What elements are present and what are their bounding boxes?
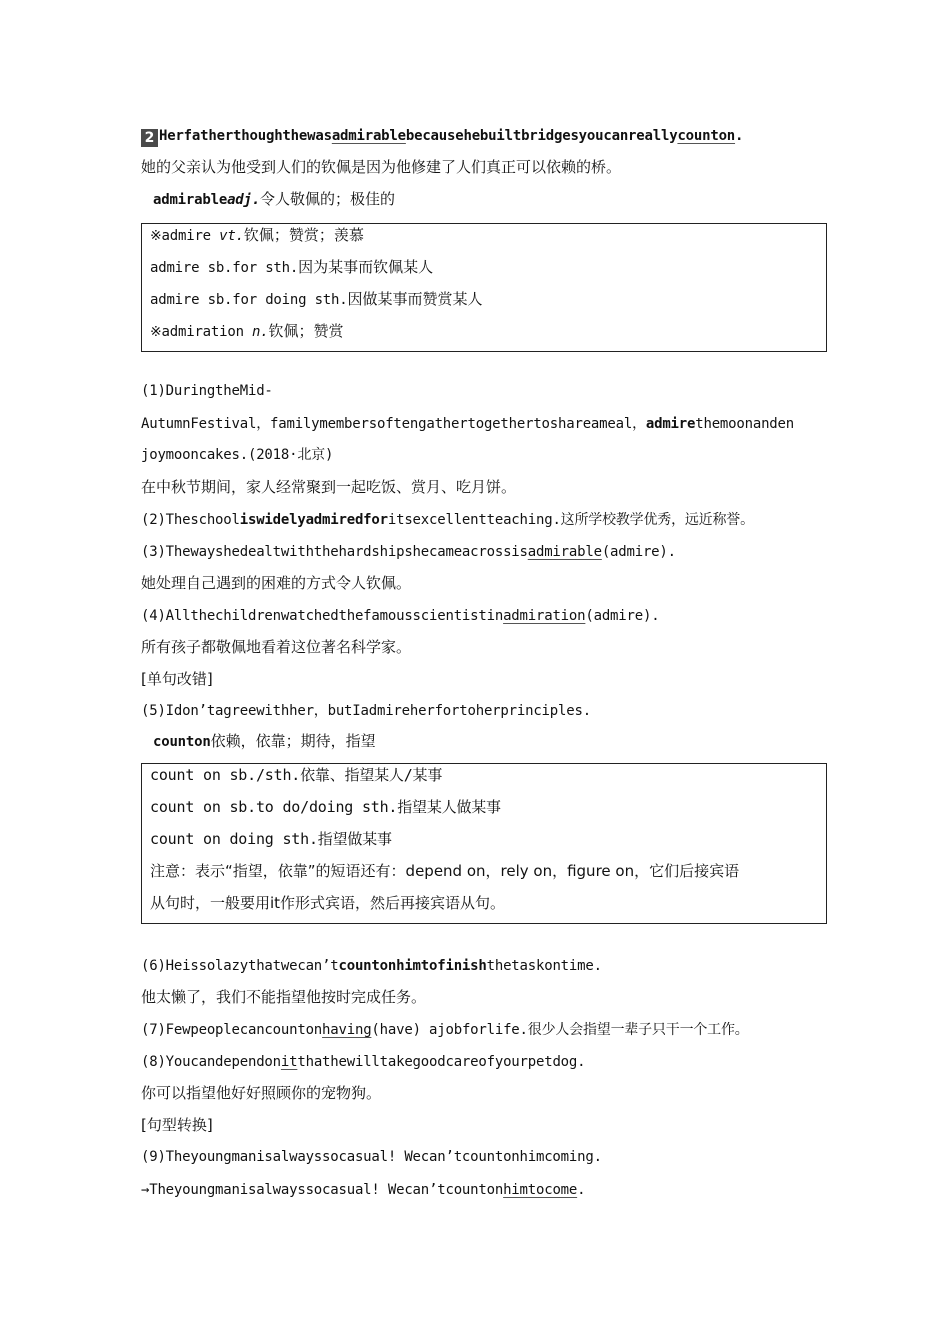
example-6: (6)Heissolazythatwecan’tcountonhimtofinishthetaskontime. xyxy=(141,958,602,974)
example-9: (9)Theyoungmanisalwayssocasual! Wecan’tcountonhimcoming. xyxy=(141,1149,602,1165)
usage-row: count on doing sth.指望做某事 xyxy=(150,830,392,848)
example-4-translation: 所有孩子都敬佩地看着这位著名科学家。 xyxy=(141,638,412,656)
usage-row: count on sb.to do/doing sth.指望某人做某事 xyxy=(150,798,501,816)
example-2: (2)Theschooliswidelyadmiredforitsexcellentteaching.这所学校教学优秀，远近称誉。 xyxy=(141,512,754,528)
example-8: (8)Youcandependonitthathewilltakegoodcareofyourpetdog. xyxy=(141,1054,586,1070)
vocab-heading-counton xyxy=(153,730,376,753)
example-3: (3)Thewayshedealtwiththehardshipshecameacrossisadmirable(admire). xyxy=(141,544,676,560)
example-1-line-b: AutumnFestival，familymembersoftengathertogethertoshareameal，admirethemoonanden xyxy=(141,416,794,432)
answer-blank: having xyxy=(322,1022,372,1038)
answer-blank: himtocome xyxy=(503,1182,578,1198)
usage-row: ※admire vt.钦佩；赞赏；羡慕 xyxy=(150,226,364,244)
section-heading-sentence-transform: [句型转换] xyxy=(141,1116,213,1134)
vocab-word: admirable xyxy=(153,192,228,208)
usage-box-admire xyxy=(141,223,827,352)
answer-blank: it xyxy=(280,1054,298,1070)
vocab-heading-admirable xyxy=(153,188,395,211)
answer-blank: admirable xyxy=(527,544,602,560)
example-1-line-c: joymooncakes.(2018·北京) xyxy=(141,447,334,463)
usage-row: ※admiration n.钦佩；赞赏 xyxy=(150,322,344,340)
example-1-line-a: (1)DuringtheMid- xyxy=(141,383,273,399)
example-4: (4)Allthechildrenwatchedthefamousscientistinadmiration(admire). xyxy=(141,608,660,624)
example-7: (7)Fewpeoplecancountonhaving(have) ajobforlife.很少人会指望一辈子只干一个工作。 xyxy=(141,1022,749,1038)
usage-row: admire sb.for sth.因为某事而钦佩某人 xyxy=(150,258,434,276)
key-sentence-translation: 她的父亲认为他受到人们的钦佩是因为他修建了人们真正可以依赖的桥。 xyxy=(141,158,622,176)
usage-note-cont: 从句时，一般要用it作形式宾语，然后再接宾语从句。 xyxy=(150,894,506,912)
example-1-translation: 在中秋节期间，家人经常聚到一起吃饭、赏月、吃月饼。 xyxy=(141,478,517,496)
key-sentence-text: Herfatherthoughthewasadmirablebecausehebuiltbridgesyoucanreallycounton. xyxy=(159,128,744,144)
item-number-badge: 2 xyxy=(141,129,158,147)
example-5: (5)Idon’tagreewithher，butIadmireherfortoherprinciples. xyxy=(141,703,591,719)
usage-note: 注意：表示“指望，依靠”的短语还有：depend on，rely on，figure on，它们后接宾语 xyxy=(150,862,740,880)
section-heading-error-correction: [单句改错] xyxy=(141,670,213,688)
vocab-word: counton xyxy=(153,734,211,750)
example-9-transformed: →Theyoungmanisalwayssocasual! Wecan’tcountonhimtocome. xyxy=(141,1182,586,1198)
key-sentence xyxy=(141,124,743,147)
example-6-translation: 他太懒了，我们不能指望他按时完成任务。 xyxy=(141,988,427,1006)
vocab-pos: adj. xyxy=(227,192,260,208)
example-8-translation: 你可以指望他好好照顾你的宠物狗。 xyxy=(141,1084,382,1102)
example-3-translation: 她处理自己遇到的困难的方式令人钦佩。 xyxy=(141,574,412,592)
usage-box-counton xyxy=(141,763,827,924)
usage-row: count on sb./sth.依靠、指望某人/某事 xyxy=(150,766,443,784)
vocab-meaning: 令人敬佩的；极佳的 xyxy=(259,190,395,208)
vocab-meaning: 依赖，依靠；期待，指望 xyxy=(210,732,376,750)
answer-blank: admiration xyxy=(503,608,586,624)
usage-row: admire sb.for doing sth.因做某事而赞赏某人 xyxy=(150,290,483,308)
